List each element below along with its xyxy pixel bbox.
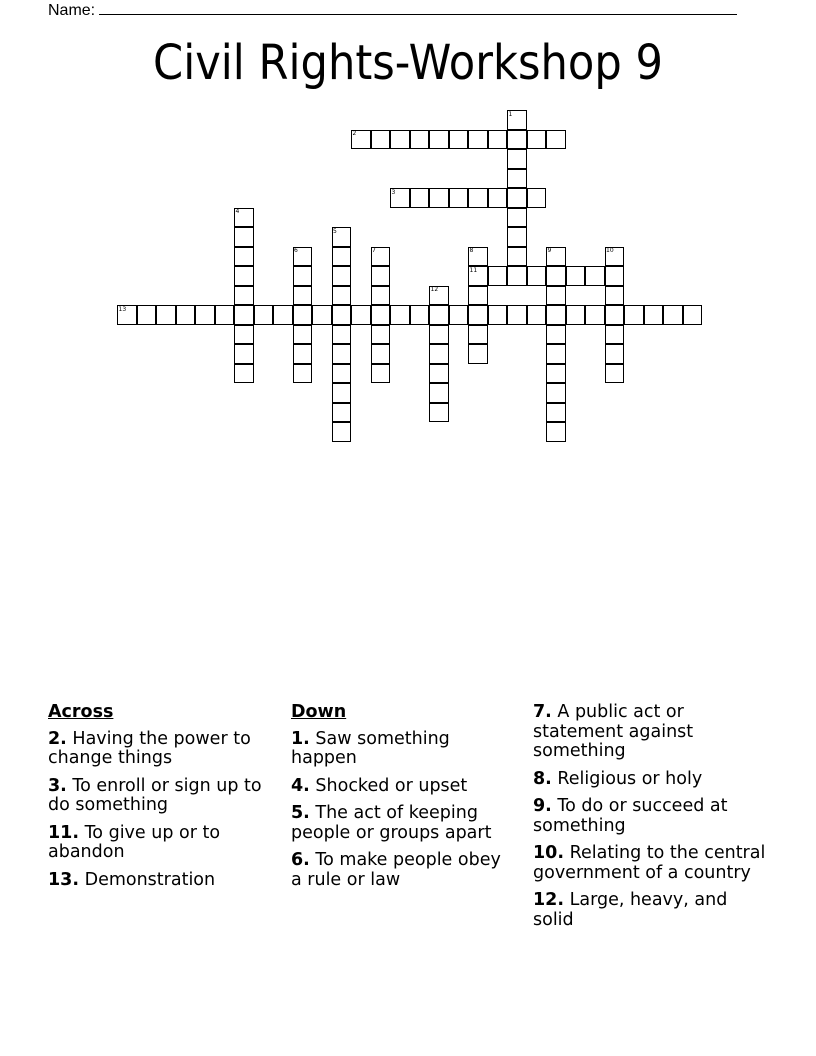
grid-cell[interactable] xyxy=(468,130,488,150)
grid-cell[interactable] xyxy=(390,130,410,150)
grid-cell[interactable] xyxy=(449,305,469,325)
grid-cell[interactable] xyxy=(546,383,566,403)
grid-cell[interactable] xyxy=(507,305,527,325)
clue-number: 6 xyxy=(294,247,298,254)
grid-cell[interactable] xyxy=(332,247,352,267)
grid-cell[interactable] xyxy=(527,130,547,150)
grid-cell[interactable] xyxy=(234,364,254,384)
grid-cell[interactable] xyxy=(507,247,527,267)
grid-cell[interactable] xyxy=(546,364,566,384)
grid-cell[interactable] xyxy=(410,188,430,208)
clue-across-2: 2. Having the power to change things xyxy=(48,728,251,768)
grid-cell[interactable] xyxy=(605,286,625,306)
grid-cell[interactable] xyxy=(234,325,254,345)
grid-cell[interactable] xyxy=(137,305,157,325)
grid-cell[interactable] xyxy=(605,364,625,384)
grid-cell[interactable] xyxy=(585,305,605,325)
grid-cell[interactable] xyxy=(546,266,566,286)
grid-cell[interactable] xyxy=(429,403,449,423)
grid-cell[interactable] xyxy=(546,403,566,423)
grid-cell[interactable] xyxy=(546,130,566,150)
grid-cell[interactable] xyxy=(527,305,547,325)
grid-cell[interactable] xyxy=(371,344,391,364)
grid-cell[interactable] xyxy=(234,266,254,286)
grid-cell[interactable] xyxy=(351,305,371,325)
down-clues xyxy=(291,703,516,898)
clue-across-13: 13. Demonstration xyxy=(48,869,216,890)
grid-cell[interactable] xyxy=(488,130,508,150)
grid-cell[interactable] xyxy=(663,305,683,325)
name-label: Name: xyxy=(48,2,96,19)
clue-number: 5 xyxy=(333,227,337,235)
grid-cell[interactable] xyxy=(429,364,449,384)
clue-number: 8 xyxy=(469,247,474,254)
grid-cell[interactable] xyxy=(293,305,313,325)
clue-across-11: 11. To give up or to abandon xyxy=(48,822,221,862)
grid-cell[interactable] xyxy=(546,305,566,325)
down-heading: Down xyxy=(291,702,347,722)
grid-cell[interactable] xyxy=(429,325,449,345)
grid-cell[interactable] xyxy=(449,188,469,208)
grid-cell[interactable] xyxy=(234,227,254,247)
grid-cell[interactable] xyxy=(371,266,391,286)
grid-cell[interactable] xyxy=(605,305,625,325)
grid-cell[interactable] xyxy=(371,286,391,306)
grid-cell[interactable] xyxy=(624,305,644,325)
clue-down-12: 12. Large, heavy, and solid xyxy=(533,890,728,930)
grid-cell[interactable] xyxy=(585,266,605,286)
clue-down-6: 6. To make people obey a rule or law xyxy=(291,850,501,890)
clue-number: 11 xyxy=(469,266,478,274)
grid-cell[interactable] xyxy=(507,208,527,228)
grid-cell[interactable] xyxy=(468,305,488,325)
grid-cell[interactable] xyxy=(449,130,469,150)
clue-down-8: 8. Religious or holy xyxy=(533,768,703,789)
grid-cell[interactable] xyxy=(507,149,527,169)
grid-cell[interactable] xyxy=(507,130,527,150)
grid-cell[interactable] xyxy=(546,325,566,345)
grid-cell[interactable] xyxy=(546,286,566,306)
grid-cell[interactable] xyxy=(605,344,625,364)
grid-cell[interactable] xyxy=(254,305,274,325)
grid-cell[interactable] xyxy=(293,364,313,384)
clue-number: 4 xyxy=(235,208,240,215)
grid-cell[interactable] xyxy=(234,344,254,364)
crossword-grid xyxy=(0,0,816,460)
grid-cell[interactable] xyxy=(507,266,527,286)
grid-cell[interactable] xyxy=(371,364,391,384)
grid-cell[interactable] xyxy=(332,344,352,364)
grid-cell[interactable] xyxy=(605,266,625,286)
grid-cell[interactable] xyxy=(390,305,410,325)
grid-cell[interactable] xyxy=(371,325,391,345)
grid-cell[interactable] xyxy=(488,188,508,208)
grid-cell[interactable] xyxy=(293,344,313,364)
grid-cell[interactable] xyxy=(293,286,313,306)
grid-cell[interactable] xyxy=(468,344,488,364)
grid-cell[interactable] xyxy=(312,305,332,325)
grid-cell[interactable] xyxy=(429,130,449,150)
clue-number: 10 xyxy=(606,247,614,254)
clue-down-4: 4. Shocked or upset xyxy=(291,775,468,796)
grid-cell[interactable] xyxy=(234,305,254,325)
grid-cell[interactable] xyxy=(507,169,527,189)
across-heading: Across xyxy=(48,702,114,722)
clue-number: 2 xyxy=(352,130,357,137)
grid-cell[interactable] xyxy=(488,266,508,286)
clue-down-10: 10. Relating to the central government of a country xyxy=(533,843,766,883)
grid-cell[interactable] xyxy=(410,130,430,150)
grid-cell[interactable] xyxy=(195,305,215,325)
grid-cell[interactable] xyxy=(546,422,566,442)
grid-cell[interactable] xyxy=(429,188,449,208)
grid-cell[interactable] xyxy=(507,188,527,208)
clue-number: 9 xyxy=(547,247,552,254)
grid-cell[interactable] xyxy=(605,325,625,345)
grid-cell[interactable] xyxy=(429,305,449,325)
grid-cell[interactable] xyxy=(176,305,196,325)
grid-cell[interactable] xyxy=(429,383,449,403)
clue-number: 7 xyxy=(372,247,376,254)
grid-cell[interactable] xyxy=(332,286,352,306)
clue-down-1: 1. Saw something happen xyxy=(291,728,450,768)
grid-cell[interactable] xyxy=(332,364,352,384)
grid-cell[interactable] xyxy=(644,305,664,325)
grid-cell[interactable] xyxy=(234,247,254,267)
grid-cell[interactable] xyxy=(332,422,352,442)
grid-cell[interactable] xyxy=(468,188,488,208)
clue-across-3: 3. To enroll or sign up to do something xyxy=(48,775,262,815)
down-clues-continued xyxy=(533,703,773,938)
grid-cell[interactable] xyxy=(683,305,703,325)
grid-cell[interactable] xyxy=(215,305,235,325)
grid-cell[interactable] xyxy=(332,383,352,403)
grid-cell[interactable] xyxy=(156,305,176,325)
grid-cell[interactable] xyxy=(527,266,547,286)
clue-number: 13 xyxy=(118,305,127,313)
grid-cell[interactable] xyxy=(273,305,293,325)
grid-cell[interactable] xyxy=(566,266,586,286)
grid-cell[interactable] xyxy=(293,325,313,345)
grid-cell[interactable] xyxy=(507,227,527,247)
clue-down-7: 7. A public act or statement against something xyxy=(533,702,694,761)
page-title: Civil Rights-Workshop 9 xyxy=(153,35,663,91)
grid-cell[interactable] xyxy=(371,130,391,150)
grid-cell[interactable] xyxy=(371,305,391,325)
grid-cell[interactable] xyxy=(527,188,547,208)
grid-cell[interactable] xyxy=(566,305,586,325)
grid-cell[interactable] xyxy=(234,286,254,306)
clue-number: 12 xyxy=(430,286,439,293)
grid-cell[interactable] xyxy=(468,325,488,345)
clue-number: 1 xyxy=(508,110,513,118)
grid-cell[interactable] xyxy=(332,305,352,325)
grid-cell[interactable] xyxy=(332,266,352,286)
grid-cell[interactable] xyxy=(293,266,313,286)
clue-down-5: 5. The act of keeping people or groups apart xyxy=(291,803,492,843)
grid-cell[interactable] xyxy=(332,403,352,423)
grid-cell[interactable] xyxy=(332,325,352,345)
clue-down-9: 9. To do or succeed at something xyxy=(533,796,728,836)
grid-cell[interactable] xyxy=(488,305,508,325)
grid-cell[interactable] xyxy=(468,286,488,306)
across-clues xyxy=(48,703,273,898)
clue-number: 3 xyxy=(391,188,396,196)
grid-cell[interactable] xyxy=(429,344,449,364)
grid-cell[interactable] xyxy=(410,305,430,325)
grid-cell[interactable] xyxy=(546,344,566,364)
